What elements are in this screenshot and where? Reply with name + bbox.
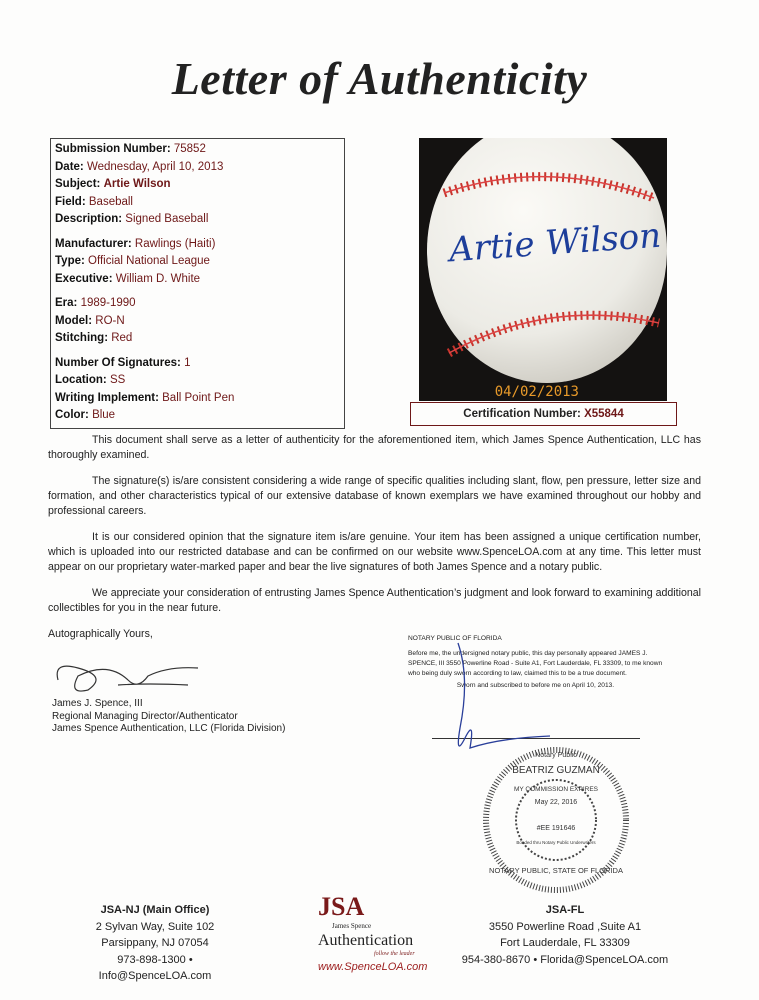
office-address: 2 Sylvan Way, Suite 102 [95,920,215,933]
logo-subtitle: James Spence [332,922,372,930]
photo-date-stamp: 04/02/2013 [494,384,579,400]
field-row [55,372,340,390]
field-row [55,236,340,254]
paragraph-text: The signature(s) is/are consistent considering a wide range of specific qualities including slant, flow, pen pressure, letter size and formation, and other characteristics typical of our extensive database of known exemplars we have examined throughout our hobby and professional careers. [48,475,701,517]
seal-number: #EE 191646 [536,825,576,832]
field-row [55,295,340,313]
field-row [55,407,340,425]
field-label: Executive: [55,272,113,285]
field-value: RO-N [95,314,125,327]
signer-company: James Spence Authentication, LLC (Florida Division) [52,723,286,734]
cert-value: X55844 [584,408,624,420]
field-label: Manufacturer: [55,237,132,250]
logo-tagline: follow the leader [374,951,415,957]
field-value: Official National League [88,255,210,267]
field-label: Description: [55,213,123,225]
certification-number-box [410,402,677,426]
paragraph-text: This document shall serve as a letter of authenticity for the aforementioned item, which James Spence Authentication, LLC has thoroughly examined. [48,434,701,461]
signer-block [52,698,285,736]
field-value: Rawlings (Haiti) [134,237,216,250]
signer-title: Regional Managing Director/Authenticator [52,710,238,722]
authenticator-signature [48,658,208,698]
field-row [55,330,340,348]
field-label: Stitching: [55,332,109,344]
field-value: Baseball [88,195,133,208]
field-row [55,253,340,271]
jsa-logo [318,892,438,974]
baseball-photo [419,138,667,401]
logo-jsa: JSA [318,892,365,921]
footer-nj-office [60,902,250,985]
field-label: Type: [55,255,85,267]
office-contact: 973-898-1300 • Info@SpenceLOA.com [98,953,212,982]
seal-commission: MY COMMISSION EXPIRES [513,786,599,793]
field-label: Number Of Signatures: [55,356,181,369]
website-link[interactable]: www.SpenceLOA.com [318,961,428,973]
document-title: Letter of Authenticity [171,53,588,104]
office-title: JSA-FL [545,904,585,916]
field-label: Submission Number: [55,143,171,155]
seal-expires: May 22, 2016 [534,799,578,806]
ball-signature: Artie Wilson [447,215,663,271]
notary-heading: NOTARY PUBLIC OF FLORIDA [408,635,502,642]
paragraph-text: It is our considered opinion that the signature item is/are genuine. Your item has been assigned a unique certification number, which is uploaded into our restricted database and can be confirmed on our website www.SpenceLOA.com at any time. This letter must appear on our proprietary water-marked paper and bear the live signatures of both James Spence and a notary public. [48,531,701,573]
field-value: 1 [184,356,191,369]
item-details-box [50,138,345,429]
field-value: Blue [92,409,116,421]
field-label: Subject: [55,178,101,190]
field-label: Writing Implement: [55,391,159,404]
field-row [55,271,340,289]
notary-sworn: Sworn and subscribed to before me on April 10, 2013. [456,682,615,689]
field-value: SS [109,374,126,386]
seal-top-text: Notary Public [535,752,577,759]
logo-authentication: Authentication [318,932,414,949]
field-value: 75852 [173,143,206,155]
footer-fl-office [455,902,675,968]
field-value: Red [111,332,133,344]
seal-name: BEATRIZ GUZMAN [512,765,600,776]
signer-name: James J. Spence, III [52,698,143,709]
field-row [55,211,340,229]
field-label: Location: [55,374,107,386]
letter-body [48,433,701,642]
cert-label: Certification Number: [463,408,581,420]
office-city: Parsippany, NJ 07054 [101,937,209,949]
field-label: Field: [55,195,86,208]
seal-bonded: Bonded thru Notary Public Underwriters [516,840,596,845]
field-value: William D. White [115,272,201,285]
office-title: JSA-NJ (Main Office) [100,904,210,916]
field-value: Signed Baseball [125,213,209,225]
paragraph-text: We appreciate your consideration of entrusting James Spence Authentication’s judgment and look forward to examining additional collectibles for you in the near future. [48,587,701,614]
field-value: Artie Wilson [103,178,171,190]
office-city: Fort Lauderdale, FL 33309 [500,937,630,949]
field-label: Color: [55,409,89,421]
field-row [55,355,340,373]
field-label: Date: [55,160,84,173]
office-address: 3550 Powerline Road ,Suite A1 [488,920,642,933]
field-row [55,141,340,159]
field-label: Era: [55,297,78,309]
field-row [55,313,340,331]
closing: Autographically Yours, [48,628,153,640]
field-row [55,390,340,408]
field-row [55,159,340,177]
office-contact: 954-380-8670 • Florida@SpenceLOA.com [461,953,669,966]
field-value: Wednesday, April 10, 2013 [86,160,224,173]
field-row [55,194,340,212]
notary-seal [472,745,640,895]
field-label: Model: [55,314,93,327]
field-row [55,176,340,194]
seal-bottom: NOTARY PUBLIC, STATE OF FLORIDA [489,866,623,875]
field-value: 1989-1990 [80,297,136,309]
notary-text: Before me, the undersigned notary public, this day personally appeared JAMES J. SPENCE, III 3550 Powerline Road - Suite A1, Fort Lauderdale, FL 33309, to me known who being duly sworn according to law, claimed this to be a true document. [408,650,663,677]
field-value: Ball Point Pen [162,391,235,404]
